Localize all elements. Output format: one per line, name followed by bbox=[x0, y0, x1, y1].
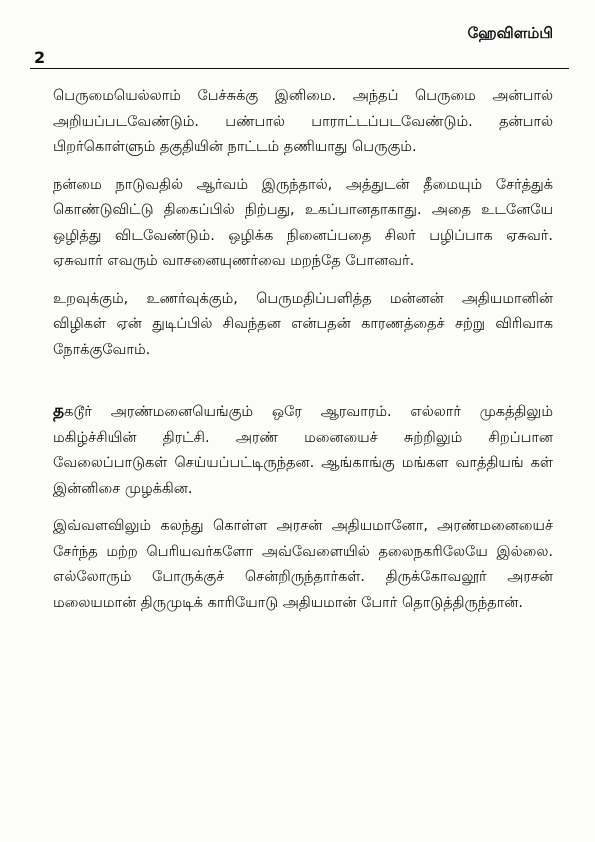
paragraph-4-text: கடூர் அரண்மனையெங்கும் ஒரே ஆரவாரம். எல்லார் முகத்திலும் மகிழ்ச்சியின் திரட்சி. அரண் மனையைச் சுற்றிலும் சிறப்பான வேலைப்பாடுகள் செய்யப்பட்டிருந்தன. ஆங்காங்கு மங்கள வாத்தியங் கள் இன்னிசை முழக்கின. bbox=[53, 404, 553, 497]
body-text bbox=[53, 84, 553, 628]
running-head-title: ஹேவிளம்பி bbox=[467, 24, 553, 42]
drop-cap: த bbox=[53, 401, 65, 421]
paragraph-1: பெருமையெல்லாம் பேச்சுக்கு இனிமை. அந்தப் பெருமை அன்பால் அறியப்படவேண்டும். பண்பால் பாராட்டப்படவேண்டும். தன்பால் பிறர்கொள்ளும் தகுதியின் நாட்டம் தணியாது பெருகும். bbox=[53, 88, 553, 155]
paragraph-5: இவ்வளவிலும் கலந்து கொள்ள அரசன் அதியமானோ, அரண்மனையைச் சேர்ந்த மற்ற பெரியவர்களோ அவ்வேளையில் தலைநகரிலேயே இல்லை. எல்லோரும் போருக்குச் சென்றிருந்தார்கள். திருக்கோவலூர் அரசன் மலையமான் திருமுடிக் காரியோடு அதியமான் போர் தொடுத்திருந்தான். bbox=[53, 518, 553, 611]
paragraph-2: நன்மை நாடுவதில் ஆர்வம் இருந்தால், அத்துடன் தீமையும் சேர்த்துக் கொண்டுவிட்டு திகைப்பில் நிற்பது, உகப்பானதாகாது. அதை உடனேயே ஒழித்து விடவேண்டும். ஒழிக்க நினைப்பதை சிலர் பழிப்பாக ஏசுவர். ஏசுவார் எவரும் வாசனையுணர்வை மறந்தே போனவர். bbox=[53, 176, 553, 269]
paragraph-4 bbox=[53, 399, 553, 502]
header-rule bbox=[30, 68, 569, 69]
page-number: 2 bbox=[34, 48, 46, 67]
paragraph-3: உறவுக்கும், உணர்வுக்கும், பெருமதிப்பளித்த மன்னன் அதியமானின் விழிகள் ஏன் துடிப்பில் சிவந்தன என்பதன் காரணத்தைச் சற்று விரிவாக நோக்குவோம். bbox=[53, 290, 553, 358]
